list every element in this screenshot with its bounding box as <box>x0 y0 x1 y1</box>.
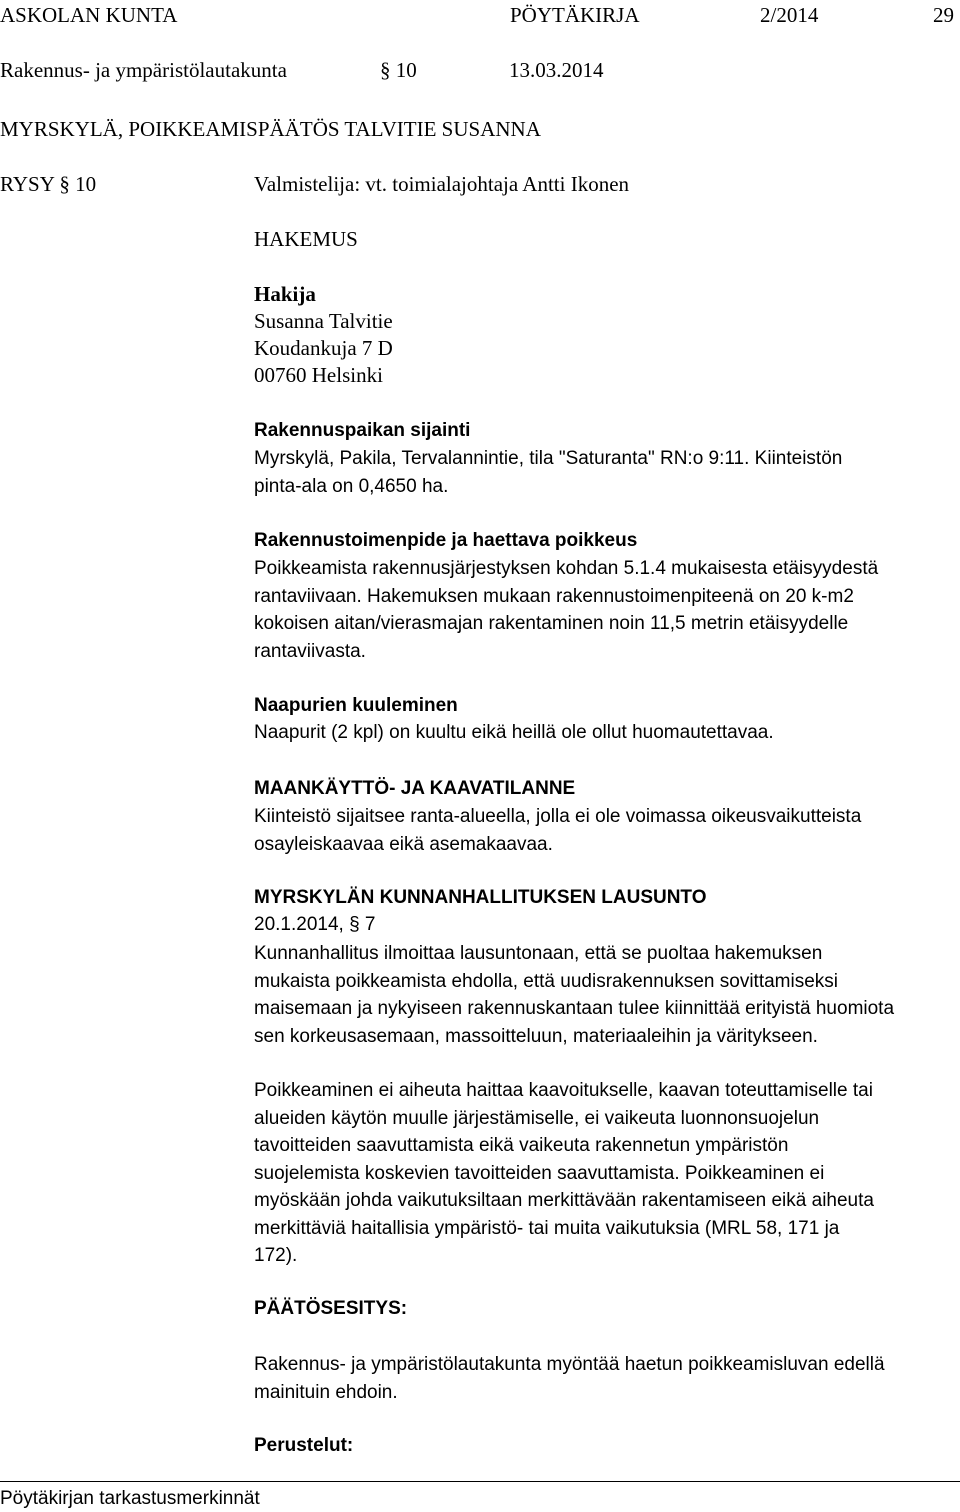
location-text <box>254 445 954 500</box>
footer-divider <box>0 1481 960 1482</box>
footer-note: Pöytäkirjan tarkastusmerkinnät <box>0 1488 260 1509</box>
statement-line: alueiden käytön muulle järjestämiselle, ei vaikeuta luonnonsuojelun <box>254 1107 820 1129</box>
document-type: PÖYTÄKIRJA <box>510 3 640 27</box>
measure-text <box>254 555 954 665</box>
reference-code: RYSY § 10 <box>0 172 97 196</box>
statement-line: suojelemista koskevien tavoitteiden saavuttamista. Poikkeaminen ei <box>254 1162 825 1184</box>
section-heading-hakemus: HAKEMUS <box>254 227 358 251</box>
measure-line: rantaviivaan. Hakemuksen mukaan rakennustoimenpiteenä on 20 k-m2 <box>254 585 854 607</box>
statement-line: mukaista poikkeamista ehdolla, että uudisrakennuksen sovittamiseksi <box>254 970 839 992</box>
municipality-name: ASKOLAN KUNTA <box>0 3 178 27</box>
proposal-heading: PÄÄTÖSESITYS: <box>254 1298 408 1319</box>
proposal-text <box>254 1351 954 1406</box>
section-number: § 10 <box>380 58 417 82</box>
statement-line: myöskään johda vaikutuksiltaan merkittävään rakentamiseen eikä aiheuta <box>254 1190 874 1211</box>
statement-line: maisemaan ja nykyiseen rakennuskantaan tulee kiinnittää erityistä huomiota <box>254 998 895 1019</box>
statement-line: tavoitteiden saavuttamista eikä vaikeuta rakennetun ympäristön <box>254 1135 789 1156</box>
statement-paragraph-1 <box>254 940 954 1050</box>
committee-name: Rakennus- ja ympäristölautakunta <box>0 58 287 82</box>
proposal-line: Rakennus- ja ympäristölautakunta myöntää haetun poikkeamisluvan edellä <box>254 1354 885 1375</box>
measure-line: Poikkeamista rakennusjärjestyksen kohdan 5.1.4 mukaisesta etäisyydestä <box>254 558 879 579</box>
location-line: Myrskylä, Pakila, Tervalannintie, tila "Saturanta" RN:o 9:11. Kiinteistön <box>254 448 843 469</box>
proposal-line: mainituin ehdoin. <box>254 1381 398 1403</box>
document-number: 2/2014 <box>760 3 819 27</box>
measure-line: kokoisen aitan/vierasmajan rakentaminen noin 11,5 metrin etäisyydelle <box>254 613 849 634</box>
measure-label: Rakennustoimenpide ja haettava poikkeus <box>254 530 638 551</box>
neighbours-text: Naapurit (2 kpl) on kuultu eikä heillä ole ollut huomautettavaa. <box>254 722 774 743</box>
measure-line: rantaviivasta. <box>254 640 366 662</box>
land-use-heading: MAANKÄYTTÖ- JA KAAVATILANNE <box>254 778 576 799</box>
document-title: MYRSKYLÄ, POIKKEAMISPÄÄTÖS TALVITIE SUSANNA <box>0 117 541 141</box>
preparer: Valmistelija: vt. toimialajohtaja Antti Ikonen <box>254 172 630 196</box>
land-use-line: osayleiskaavaa eikä asemakaavaa. <box>254 833 553 855</box>
applicant-label: Hakija <box>254 282 316 306</box>
meeting-date: 13.03.2014 <box>509 58 604 82</box>
statement-date-ref: 20.1.2014, § 7 <box>254 914 376 935</box>
statement-line: merkittäviä haitallisia ympäristö- tai muita vaikutuksia (MRL 58, 171 ja <box>254 1217 840 1239</box>
statement-line: sen korkeusasemaan, massoitteluun, materiaaleihin ja väritykseen. <box>254 1025 818 1047</box>
neighbours-label: Naapurien kuuleminen <box>254 695 458 716</box>
statement-line: Kunnanhallitus ilmoittaa lausuntonaan, että se puoltaa hakemuksen <box>254 943 823 964</box>
statement-line: Poikkeaminen ei aiheuta haittaa kaavoitukselle, kaavan toteuttamiselle tai <box>254 1080 873 1101</box>
statement-heading: MYRSKYLÄN KUNNANHALLITUKSEN LAUSUNTO <box>254 887 707 908</box>
location-label: Rakennuspaikan sijainti <box>254 420 471 441</box>
applicant-name: Susanna Talvitie <box>254 309 393 333</box>
land-use-line: Kiinteistö sijaitsee ranta-alueella, jolla ei ole voimassa oikeusvaikutteista <box>254 806 862 827</box>
reasons-heading: Perustelut: <box>254 1435 354 1456</box>
statement-line: 172). <box>254 1245 298 1266</box>
location-line: pinta-ala on 0,4650 ha. <box>254 475 449 497</box>
land-use-text <box>254 803 954 858</box>
applicant-city: 00760 Helsinki <box>254 363 383 387</box>
page-number: 29 <box>933 3 954 27</box>
applicant-street: Koudankuja 7 D <box>254 336 393 360</box>
statement-paragraph-2 <box>254 1077 954 1270</box>
